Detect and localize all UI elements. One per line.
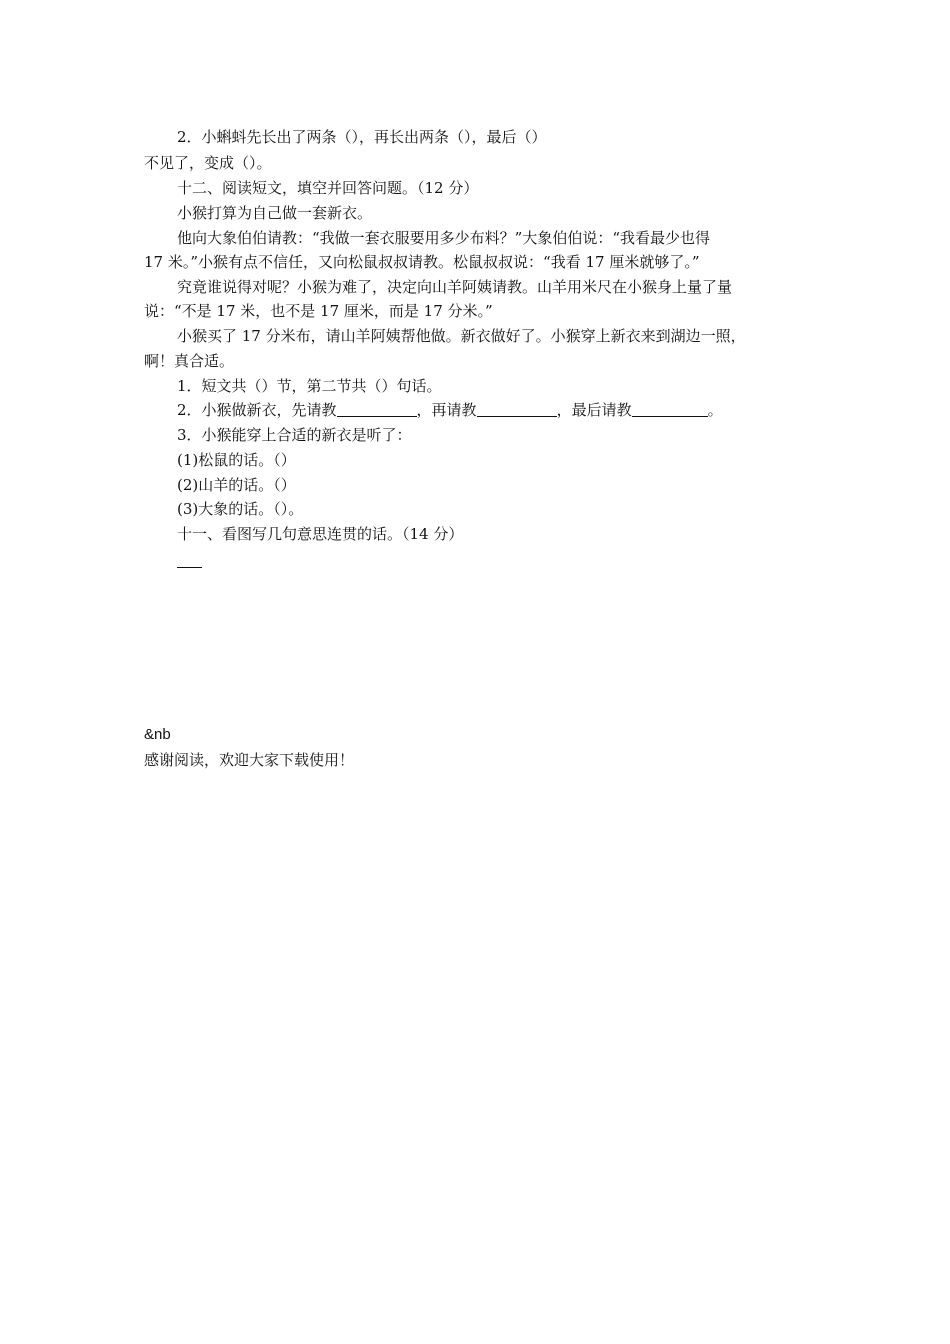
question-3: 3．小猴能穿上合适的新衣是听了： bbox=[177, 426, 412, 444]
question-2-part-c: ，最后请教 bbox=[556, 401, 632, 419]
story-paragraph-1: 小猴打算为自己做一套新衣。 bbox=[177, 204, 373, 222]
story-paragraph-4-line1: 小猴买了 17 分米布，请山羊阿姨帮他做。新衣做好了。小猴穿上新衣来到湖边一照， bbox=[177, 327, 746, 345]
section-12-heading: 十二、阅读短文，填空并回答问题。（12 分） bbox=[177, 179, 479, 197]
question-2-part-b: ，再请教 bbox=[416, 401, 477, 419]
option-2: (2)山羊的话。（） bbox=[177, 476, 296, 494]
answer-blank-2[interactable] bbox=[477, 402, 557, 417]
stray-text: &nb bbox=[144, 726, 171, 743]
section-11-heading: 十一、看图写几句意思连贯的话。（14 分） bbox=[177, 525, 464, 543]
question-2-part-a: 2．小猴做新衣，先请教 bbox=[177, 401, 337, 419]
question-tadpole-line2: 不见了，变成（）。 bbox=[144, 154, 272, 172]
option-3: (3)大象的话。（）。 bbox=[177, 500, 304, 518]
story-paragraph-3-line2: 说：“不是 17 米，也不是 17 厘米，而是 17 分米。” bbox=[144, 302, 493, 320]
question-tadpole-line1: 2．小蝌蚪先长出了两条（），再长出两条（），最后（） bbox=[177, 128, 547, 146]
answer-blank-1[interactable] bbox=[337, 402, 417, 417]
question-2-part-d: 。 bbox=[707, 401, 723, 419]
option-1: (1)松鼠的话。（） bbox=[177, 451, 296, 469]
question-2 bbox=[0, 400, 950, 420]
story-paragraph-4-line2: 啊！真合适。 bbox=[144, 352, 235, 370]
story-paragraph-3-line1: 究竟谁说得对呢？小猴为难了，决定向山羊阿姨请教。山羊用米尺在小猴身上量了量 bbox=[177, 278, 733, 296]
thanks-note: 感谢阅读，欢迎大家下载使用！ bbox=[144, 751, 355, 769]
story-paragraph-2-line1: 他向大象伯伯请教：“我做一套衣服要用多少布料？”大象伯伯说：“我看最少也得 bbox=[177, 229, 711, 247]
answer-blank-3[interactable] bbox=[632, 402, 708, 417]
question-1: 1．短文共（）节，第二节共（）句话。 bbox=[177, 377, 442, 395]
writing-line bbox=[177, 567, 202, 568]
story-paragraph-2-line2: 17 米。”小猴有点不信任，又向松鼠叔叔请教。松鼠叔叔说：“我看 17 厘米就够了。” bbox=[144, 253, 700, 271]
